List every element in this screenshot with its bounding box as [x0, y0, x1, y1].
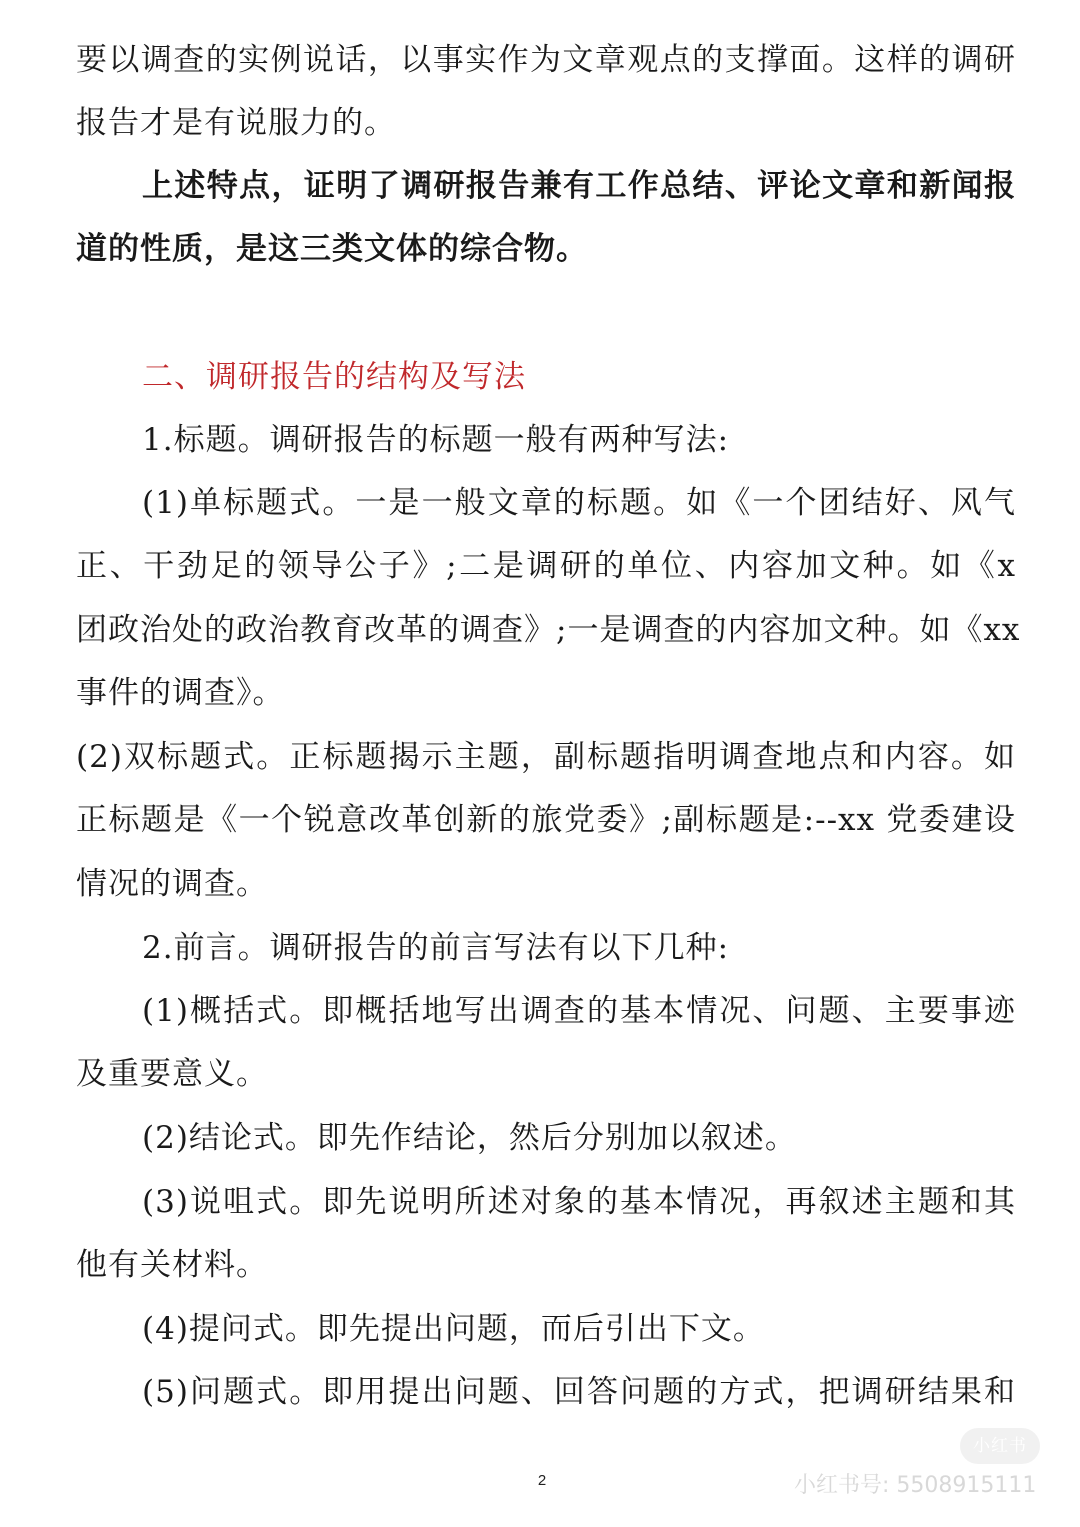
subsection-title-heading: 1.标题。调研报告的标题一般有两种写法: — [142, 422, 730, 458]
body-line-17: (2)结论式。即先作结论，然后分别加以叙述。 — [142, 1120, 797, 1156]
body-line-8: 正、干劲足的领导公子》;二是调研的单位、内容加文种。如《x — [76, 548, 1016, 584]
body-line-21: (5)问题式。即用提出问题、回答问题的方式，把调研结果和 — [142, 1374, 1016, 1410]
watermark-logo: 小红书 — [960, 1428, 1040, 1464]
body-line-18: (3)说咀式。即先说明所述对象的基本情况，再叙述主题和其 — [142, 1184, 1016, 1220]
body-line-2: 报告才是有说服力的。 — [76, 105, 396, 141]
body-line-9: 团政治处的政治教育改革的调查》;一是调查的内容加文种。如《xx — [76, 612, 1021, 648]
body-line-13: 情况的调查。 — [76, 866, 268, 902]
body-line-16: 及重要意义。 — [76, 1056, 268, 1092]
bold-summary-line-2: 道的性质，是这三类文体的综合物。 — [76, 231, 588, 267]
subsection-preface-heading: 2.前言。调研报告的前言写法有以下几种: — [142, 930, 730, 966]
body-line-1: 要以调查的实例说话，以事实作为文章观点的支撑面。这样的调研 — [76, 42, 1016, 78]
body-line-20: (4)提问式。即先提出问题，而后引出下文。 — [142, 1311, 765, 1347]
watermark-id: 小红书号: 5508915111 — [794, 1473, 1037, 1498]
section-heading: 二、调研报告的结构及写法 — [142, 359, 526, 395]
body-line-15: (1)概括式。即概括地写出调查的基本情况、问题、主要事迹 — [142, 993, 1016, 1029]
body-line-10: 事件的调查》。 — [76, 675, 285, 711]
body-line-11: (2)双标题式。正标题揭示主题，副标题指明调查地点和内容。如 — [76, 739, 1016, 775]
body-line-12: 正标题是《一个锐意改革创新的旅党委》;副标题是:--xx 党委建设 — [76, 802, 1016, 838]
body-line-19: 他有关材料。 — [76, 1247, 268, 1283]
bold-summary-line-1: 上述特点，证明了调研报告兼有工作总结、评论文章和新闻报 — [142, 168, 1016, 204]
page-number: 2 — [537, 1472, 547, 1489]
body-line-7: (1)单标题式。一是一般文章的标题。如《一个团结好、风气 — [142, 485, 1016, 521]
